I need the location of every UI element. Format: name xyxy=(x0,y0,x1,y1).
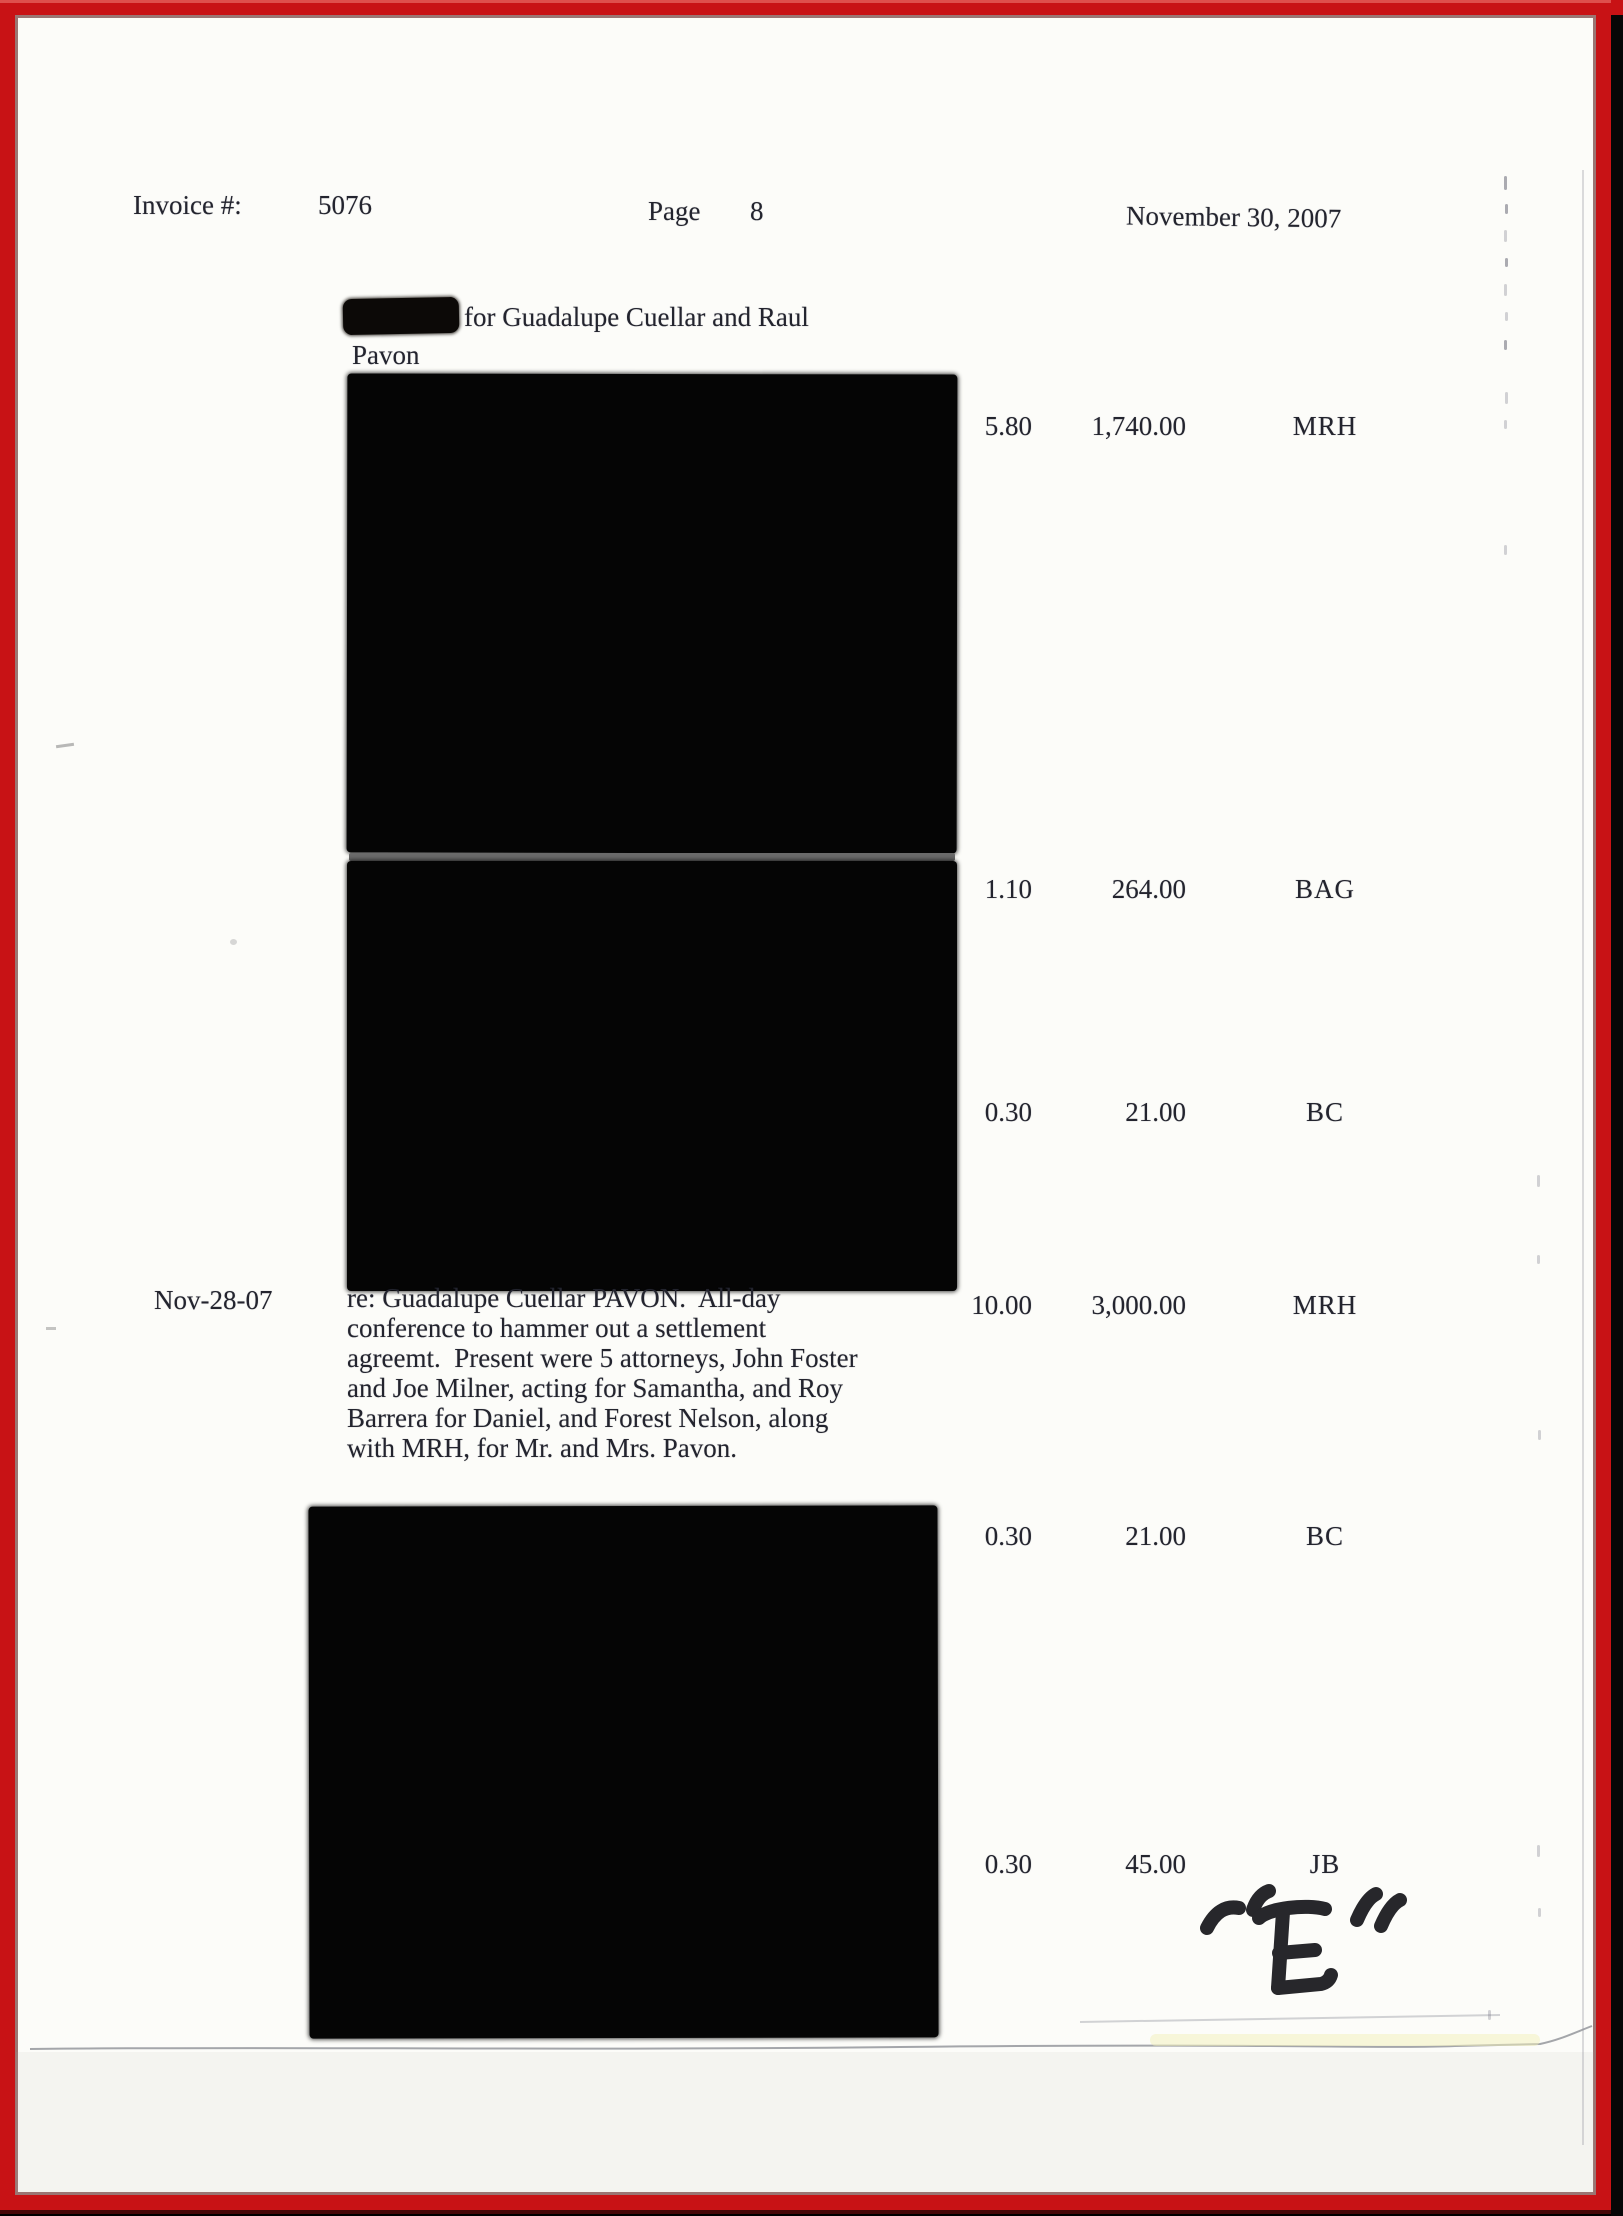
hours-cell: 0.30 xyxy=(984,1097,1032,1127)
hours-cell: 5.80 xyxy=(984,411,1032,441)
initials-cell: BC xyxy=(1305,1097,1345,1127)
redaction-block-3 xyxy=(308,1505,938,2038)
paper-edge-line xyxy=(1582,170,1584,2145)
invoice-date: November 30, 2007 xyxy=(1125,200,1342,234)
description-line: and Joe Milner, acting for Samantha, and Roy xyxy=(347,1373,844,1403)
amount-cell: 1,740.00 xyxy=(1091,411,1186,441)
amount-cell: 21.00 xyxy=(1125,1521,1186,1551)
page-number: 8 xyxy=(750,196,764,226)
amount-cell: 3,000.00 xyxy=(1091,1290,1186,1320)
invoice-number-value: 5076 xyxy=(318,190,372,220)
scan-edge-strip xyxy=(1611,15,1623,2216)
description-line: Barrera for Daniel, and Forest Nelson, along xyxy=(347,1403,829,1433)
matter-title-line1: for Guadalupe Cuellar and Raul xyxy=(464,302,809,332)
matter-redaction-bar xyxy=(343,297,460,335)
hours-cell: 10.00 xyxy=(971,1290,1032,1320)
amount-cell: 21.00 xyxy=(1125,1097,1186,1127)
amount-cell: 264.00 xyxy=(1111,874,1186,904)
initials-cell: MRH xyxy=(1292,411,1358,441)
initials-cell: BC xyxy=(1305,1521,1345,1551)
description-line: agreemt. Present were 5 attorneys, John Foster xyxy=(347,1343,858,1373)
description-line: with MRH, for Mr. and Mrs. Pavon. xyxy=(347,1433,737,1463)
amount-cell: 45.00 xyxy=(1125,1849,1186,1879)
invoice-number-label: Invoice #: xyxy=(133,190,242,220)
redaction-block-1 xyxy=(347,373,958,853)
description-line: re: Guadalupe Cuellar PAVON. All-day xyxy=(347,1283,781,1313)
hours-cell: 0.30 xyxy=(984,1849,1032,1879)
page-bottom-tint xyxy=(16,2052,1594,2192)
initials-cell: BAG xyxy=(1294,874,1355,904)
hours-cell: 0.30 xyxy=(984,1521,1032,1551)
crease-highlight xyxy=(1150,2034,1540,2046)
page-label: Page xyxy=(648,196,701,226)
description-line: conference to hammer out a settlement xyxy=(347,1313,767,1343)
entry-date: Nov-28-07 xyxy=(154,1285,273,1315)
hours-cell: 1.10 xyxy=(984,874,1032,904)
frame-top-highlight xyxy=(0,0,1611,3)
redaction-block-2 xyxy=(347,861,957,1291)
redaction-block-divider xyxy=(349,853,955,861)
initials-cell: MRH xyxy=(1292,1290,1358,1320)
initials-cell: JB xyxy=(1309,1849,1341,1879)
exhibit-mark-e xyxy=(1185,1872,1410,2012)
matter-title-line2: Pavon xyxy=(352,340,420,370)
